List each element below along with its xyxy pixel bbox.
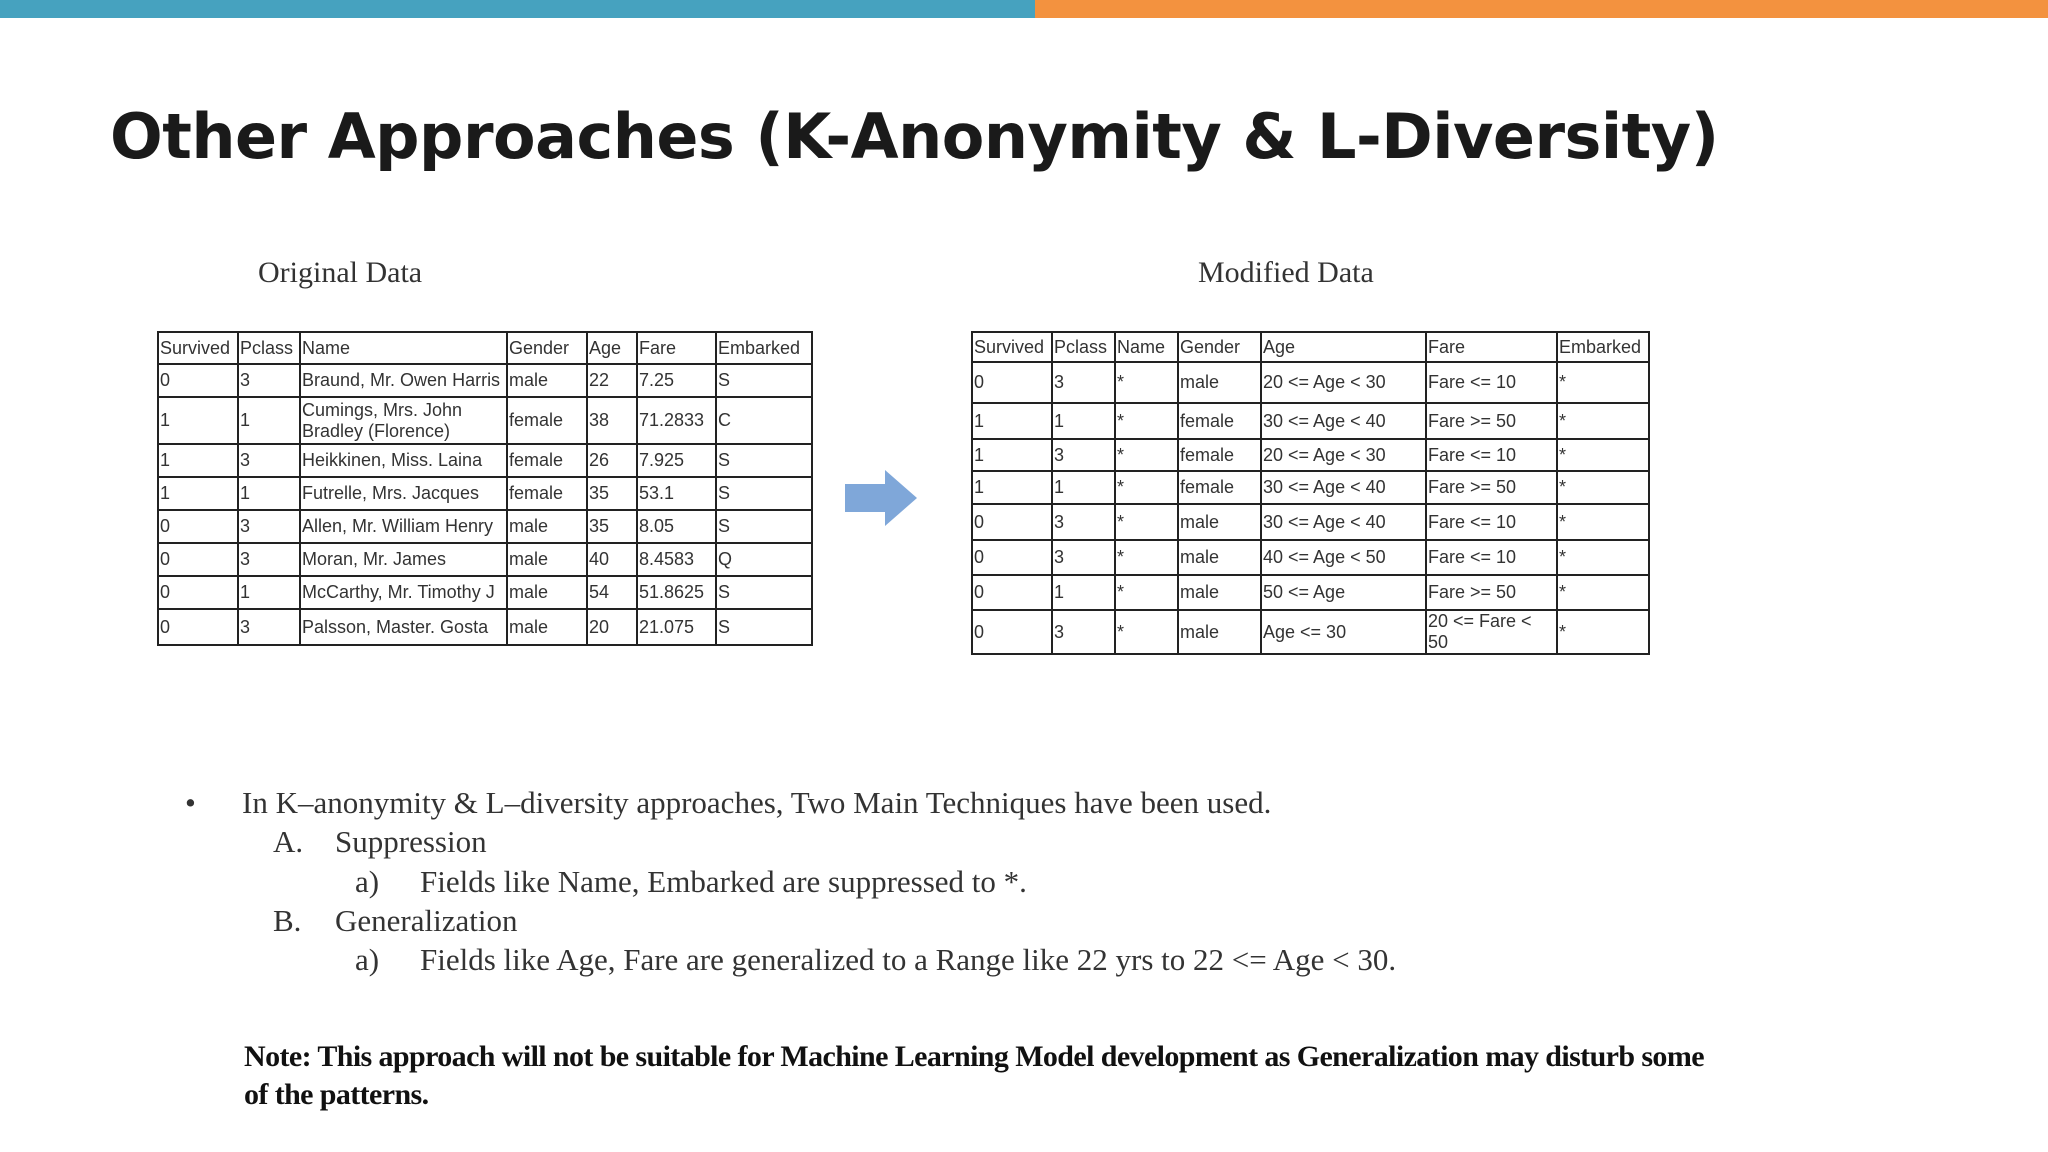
- table-cell: 1: [238, 477, 300, 510]
- table-cell: female: [1178, 471, 1261, 504]
- table-cell: 0: [972, 362, 1052, 403]
- table-cell: 0: [972, 610, 1052, 654]
- original-data-caption: Original Data: [258, 256, 423, 289]
- table-cell: *: [1115, 610, 1178, 654]
- table-row: [972, 403, 1649, 439]
- table-cell: 53.1: [637, 477, 716, 510]
- table-header-row: [972, 332, 1649, 362]
- table-cell: 3: [1052, 504, 1115, 540]
- column-header: Survived: [972, 332, 1052, 362]
- table-row: [158, 543, 812, 576]
- table-cell: male: [507, 364, 587, 397]
- column-header: Age: [1261, 332, 1426, 362]
- table-cell: S: [716, 510, 812, 543]
- table-cell: 0: [158, 609, 238, 645]
- column-header: Fare: [1426, 332, 1557, 362]
- right-arrow-icon: [845, 470, 917, 526]
- table-cell: 1: [972, 403, 1052, 439]
- table-cell: *: [1557, 504, 1649, 540]
- table-cell: *: [1115, 439, 1178, 471]
- table-cell: 3: [238, 609, 300, 645]
- table-cell: 20 <= Fare < 50: [1426, 610, 1557, 654]
- column-header: Name: [300, 332, 507, 364]
- table-row: [972, 575, 1649, 610]
- table-cell: 0: [158, 510, 238, 543]
- table-cell: male: [1178, 362, 1261, 403]
- table-cell: Futrelle, Mrs. Jacques: [300, 477, 507, 510]
- table-cell: C: [716, 397, 812, 444]
- table-cell: 20 <= Age < 30: [1261, 362, 1426, 403]
- table-cell: 35: [587, 510, 637, 543]
- table-cell: Fare <= 10: [1426, 439, 1557, 471]
- table-cell: female: [1178, 439, 1261, 471]
- table-cell: 50 <= Age: [1261, 575, 1426, 610]
- column-header: Name: [1115, 332, 1178, 362]
- table-cell: 0: [158, 543, 238, 576]
- table-cell: *: [1557, 575, 1649, 610]
- table-row: [972, 362, 1649, 403]
- table-row: [158, 444, 812, 477]
- table-cell: Fare <= 10: [1426, 362, 1557, 403]
- table-cell: S: [716, 477, 812, 510]
- table-row: [158, 510, 812, 543]
- column-header: Embarked: [716, 332, 812, 364]
- column-header: Pclass: [238, 332, 300, 364]
- table-cell: Fare >= 50: [1426, 575, 1557, 610]
- table-cell: 1: [972, 439, 1052, 471]
- table-cell: 1: [158, 477, 238, 510]
- table-cell: *: [1115, 575, 1178, 610]
- table-cell: Allen, Mr. William Henry: [300, 510, 507, 543]
- table-cell: 1: [158, 397, 238, 444]
- table-cell: 22: [587, 364, 637, 397]
- table-cell: 0: [972, 504, 1052, 540]
- table-cell: 1: [238, 576, 300, 609]
- table-cell: 8.4583: [637, 543, 716, 576]
- table-cell: Age <= 30: [1261, 610, 1426, 654]
- table-cell: *: [1557, 403, 1649, 439]
- item-b-sub-marker: a): [355, 942, 380, 977]
- item-a-label: Suppression: [335, 824, 487, 859]
- item-a-sub-text: Fields like Name, Embarked are suppressed to *.: [420, 864, 1027, 899]
- table-cell: *: [1557, 439, 1649, 471]
- table-cell: 30 <= Age < 40: [1261, 471, 1426, 504]
- table-cell: 1: [972, 471, 1052, 504]
- table-cell: 1: [1052, 403, 1115, 439]
- note-text: Note: This approach will not be suitable for Machine Learning Model development as Generalization may disturb some of the patterns.: [244, 1040, 1704, 1111]
- item-a-sub-marker: a): [355, 864, 380, 899]
- table-cell: female: [507, 397, 587, 444]
- table-cell: 3: [238, 444, 300, 477]
- table-cell: S: [716, 444, 812, 477]
- table-cell: male: [1178, 504, 1261, 540]
- table-cell: 0: [158, 364, 238, 397]
- item-b-label: Generalization: [335, 903, 518, 938]
- column-header: Survived: [158, 332, 238, 364]
- table-header-row: [158, 332, 812, 364]
- bullet-marker: •: [185, 785, 196, 820]
- bullet-main-text: In K–anonymity & L–diversity approaches, Two Main Techniques have been used.: [242, 785, 1272, 820]
- table-cell: female: [507, 477, 587, 510]
- table-cell: female: [1178, 403, 1261, 439]
- item-a-marker: A.: [273, 824, 304, 859]
- column-header: Embarked: [1557, 332, 1649, 362]
- table-cell: 30 <= Age < 40: [1261, 504, 1426, 540]
- table-cell: S: [716, 364, 812, 397]
- table-row: [972, 610, 1649, 654]
- table-cell: 3: [1052, 540, 1115, 575]
- table-cell: 26: [587, 444, 637, 477]
- table-row: [972, 439, 1649, 471]
- table-cell: *: [1557, 471, 1649, 504]
- table-cell: 3: [1052, 362, 1115, 403]
- item-b-marker: B.: [273, 903, 302, 938]
- table-cell: *: [1115, 471, 1178, 504]
- table-cell: *: [1115, 403, 1178, 439]
- table-cell: male: [507, 543, 587, 576]
- column-header: Age: [587, 332, 637, 364]
- table-cell: Fare >= 50: [1426, 403, 1557, 439]
- table-row: [158, 576, 812, 609]
- table-cell: 0: [972, 540, 1052, 575]
- column-header: Fare: [637, 332, 716, 364]
- table-cell: *: [1557, 362, 1649, 403]
- table-cell: 1: [158, 444, 238, 477]
- column-header: Pclass: [1052, 332, 1115, 362]
- table-cell: 1: [238, 397, 300, 444]
- table-cell: 7.925: [637, 444, 716, 477]
- table-cell: Cumings, Mrs. John Bradley (Florence): [300, 397, 507, 444]
- table-row: [158, 364, 812, 397]
- table-cell: 1: [1052, 575, 1115, 610]
- table-row: [972, 471, 1649, 504]
- table-row: [972, 540, 1649, 575]
- accent-bar-blue: [0, 0, 1035, 18]
- table-cell: 0: [972, 575, 1052, 610]
- table-cell: female: [507, 444, 587, 477]
- table-cell: 40: [587, 543, 637, 576]
- table-cell: *: [1115, 362, 1178, 403]
- table-cell: Q: [716, 543, 812, 576]
- table-cell: *: [1115, 504, 1178, 540]
- table-cell: 38: [587, 397, 637, 444]
- table-cell: S: [716, 576, 812, 609]
- table-cell: McCarthy, Mr. Timothy J: [300, 576, 507, 609]
- table-cell: male: [507, 576, 587, 609]
- table-cell: Fare <= 10: [1426, 504, 1557, 540]
- table-row: [972, 504, 1649, 540]
- column-header: Gender: [507, 332, 587, 364]
- table-cell: 54: [587, 576, 637, 609]
- table-cell: 35: [587, 477, 637, 510]
- table-cell: 21.075: [637, 609, 716, 645]
- table-cell: Fare >= 50: [1426, 471, 1557, 504]
- slide-title: Other Approaches (K-Anonymity & L-Diversity): [110, 100, 1719, 173]
- table-cell: *: [1557, 540, 1649, 575]
- table-cell: *: [1115, 540, 1178, 575]
- modified-data-caption: Modified Data: [1198, 256, 1374, 289]
- table-cell: S: [716, 609, 812, 645]
- table-cell: Moran, Mr. James: [300, 543, 507, 576]
- table-cell: male: [1178, 540, 1261, 575]
- table-cell: 40 <= Age < 50: [1261, 540, 1426, 575]
- table-cell: 20: [587, 609, 637, 645]
- table-cell: 51.8625: [637, 576, 716, 609]
- table-cell: 30 <= Age < 40: [1261, 403, 1426, 439]
- table-cell: male: [507, 609, 587, 645]
- table-row: [158, 609, 812, 645]
- item-b-sub-text: Fields like Age, Fare are generalized to a Range like 22 yrs to 22 <= Age < 30.: [420, 942, 1397, 977]
- table-cell: *: [1557, 610, 1649, 654]
- table-row: [158, 477, 812, 510]
- modified-data-table: [971, 331, 1650, 655]
- table-cell: 3: [238, 510, 300, 543]
- table-cell: male: [1178, 610, 1261, 654]
- table-cell: 0: [158, 576, 238, 609]
- table-cell: 8.05: [637, 510, 716, 543]
- table-cell: Fare <= 10: [1426, 540, 1557, 575]
- original-data-table: [157, 331, 813, 646]
- table-cell: male: [507, 510, 587, 543]
- table-cell: 1: [1052, 471, 1115, 504]
- table-row: [158, 397, 812, 444]
- top-accent-bar: [0, 0, 2048, 18]
- table-cell: 3: [238, 543, 300, 576]
- table-cell: male: [1178, 575, 1261, 610]
- table-cell: Heikkinen, Miss. Laina: [300, 444, 507, 477]
- table-cell: 7.25: [637, 364, 716, 397]
- table-cell: 71.2833: [637, 397, 716, 444]
- table-cell: Braund, Mr. Owen Harris: [300, 364, 507, 397]
- column-header: Gender: [1178, 332, 1261, 362]
- accent-bar-orange: [1035, 0, 2048, 18]
- table-cell: 20 <= Age < 30: [1261, 439, 1426, 471]
- table-cell: 3: [1052, 610, 1115, 654]
- table-cell: 3: [238, 364, 300, 397]
- table-cell: Palsson, Master. Gosta: [300, 609, 507, 645]
- table-cell: 3: [1052, 439, 1115, 471]
